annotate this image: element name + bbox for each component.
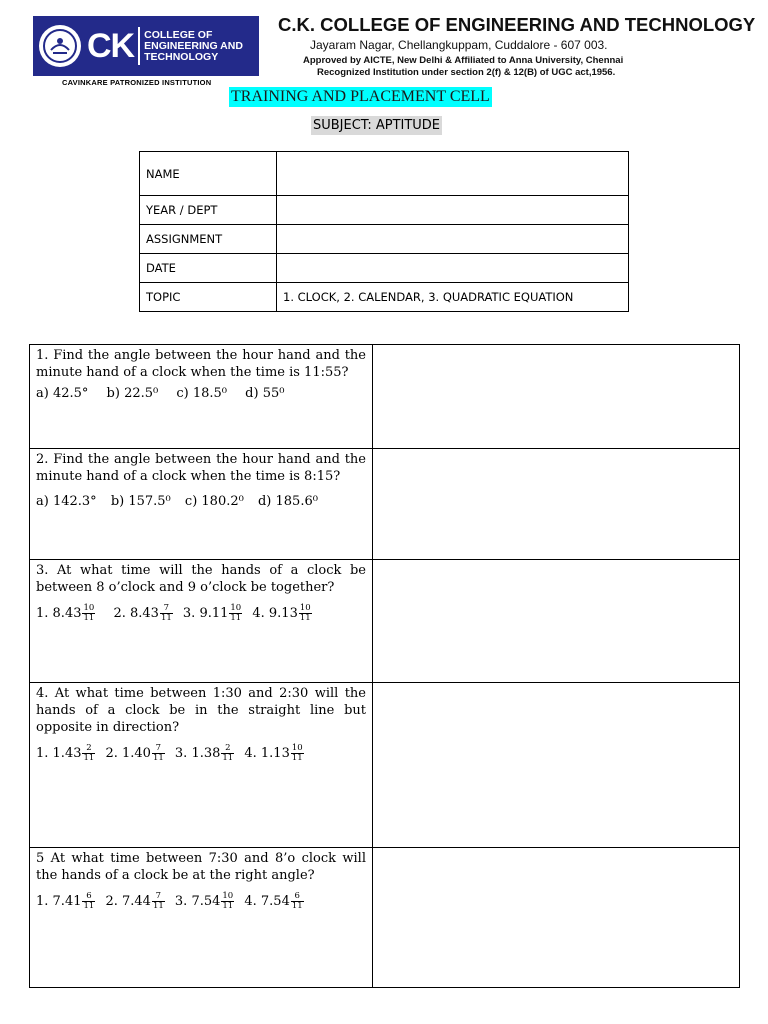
question-cell xyxy=(30,848,373,988)
info-label: YEAR / DEPT xyxy=(140,196,277,225)
option-fraction xyxy=(82,604,95,623)
fraction-denominator: 11 xyxy=(83,901,95,911)
logo-line: ENGINEERING AND xyxy=(144,39,243,52)
option: a) 42.5° xyxy=(36,386,89,401)
option: d) 55⁰ xyxy=(245,386,285,401)
info-row-topic xyxy=(140,283,629,312)
year-dept-field[interactable] xyxy=(277,196,629,225)
question-row xyxy=(30,345,740,449)
option-fraction xyxy=(82,744,95,763)
fraction-numerator: 10 xyxy=(230,603,242,613)
college-emblem-icon xyxy=(39,25,81,67)
info-row-name xyxy=(140,152,629,196)
fraction-numerator: 2 xyxy=(221,744,234,754)
topic-value: 1. CLOCK, 2. CALENDAR, 3. QUADRATIC EQUATION xyxy=(277,283,629,312)
options xyxy=(36,385,366,402)
answer-cell[interactable] xyxy=(373,560,740,683)
fraction-numerator: 10 xyxy=(83,603,95,613)
question-row xyxy=(30,683,740,848)
option: a) 142.3° xyxy=(36,494,97,509)
option-fraction xyxy=(291,744,304,763)
info-row-date xyxy=(140,254,629,283)
option-whole: 3. 9.11 xyxy=(182,606,229,621)
subject-title: SUBJECT: APTITUDE xyxy=(313,118,441,133)
question-text: 3. At what time will the hands of a clock be between 8 o’clock and 9 o’clock be together? xyxy=(36,563,366,595)
fraction-denominator: 11 xyxy=(230,613,242,623)
option-fraction xyxy=(221,744,234,763)
option-fraction xyxy=(152,744,165,763)
option xyxy=(36,891,95,911)
name-field[interactable] xyxy=(277,152,629,196)
question-row xyxy=(30,848,740,988)
fraction-denominator: 11 xyxy=(222,901,234,911)
cell-title: TRAINING AND PLACEMENT CELL xyxy=(231,88,490,105)
answer-cell[interactable] xyxy=(373,848,740,988)
patron-text: CAVINKARE PATRONIZED INSTITUTION xyxy=(62,78,212,87)
fraction-numerator: 2 xyxy=(82,744,95,754)
option xyxy=(182,603,242,623)
options xyxy=(36,604,366,623)
info-label: DATE xyxy=(140,254,277,283)
option xyxy=(174,891,234,911)
college-name: C.K. COLLEGE OF ENGINEERING AND TECHNOLOGY xyxy=(278,14,756,35)
option xyxy=(244,743,303,763)
option-whole: 1. 7.41 xyxy=(36,894,82,909)
options xyxy=(36,892,366,911)
fraction-numerator: 10 xyxy=(222,891,234,901)
student-info-table xyxy=(139,151,629,312)
option xyxy=(36,743,95,763)
fraction-denominator: 11 xyxy=(222,753,234,763)
question-cell xyxy=(30,683,373,848)
logo-line: COLLEGE OF xyxy=(144,28,213,41)
question-text: 2. Find the angle between the hour hand and the minute hand of a clock when the time is 8:15? xyxy=(36,452,366,484)
option-whole: 1. 8.43 xyxy=(36,606,82,621)
answer-cell[interactable] xyxy=(373,449,740,560)
option-whole: 4. 9.13 xyxy=(252,606,298,621)
fraction-numerator: 7 xyxy=(152,744,165,754)
option-whole: 2. 8.43 xyxy=(113,606,159,621)
recognition-text: Recognized Institution under section 2(f) & 12(B) of UGC act,1956. xyxy=(317,67,616,78)
info-label: NAME xyxy=(140,152,277,196)
question-cell xyxy=(30,345,373,449)
logo-line: TECHNOLOGY xyxy=(144,50,219,63)
fraction-denominator: 11 xyxy=(291,753,303,763)
options xyxy=(36,493,366,510)
assignment-field[interactable] xyxy=(277,225,629,254)
option-whole: 1. 1.43 xyxy=(36,746,82,761)
option-fraction xyxy=(299,604,312,623)
question-row xyxy=(30,560,740,683)
option xyxy=(252,603,311,623)
options xyxy=(36,744,366,763)
option xyxy=(174,743,234,763)
option-whole: 4. 7.54 xyxy=(244,894,290,909)
question-row xyxy=(30,449,740,560)
college-address: Jayaram Nagar, Chellangkuppam, Cuddalore - 607 003. xyxy=(310,38,608,52)
option xyxy=(105,891,164,911)
question-text: 4. At what time between 1:30 and 2:30 will the hands of a clock be in the straight line but opposite in direction? xyxy=(36,686,366,735)
fraction-numerator: 6 xyxy=(82,892,95,902)
option: b) 22.5⁰ xyxy=(106,386,159,401)
option xyxy=(36,603,95,623)
fraction-denominator: 11 xyxy=(291,901,303,911)
fraction-denominator: 11 xyxy=(299,613,311,623)
fraction-numerator: 7 xyxy=(160,604,173,614)
info-row-year-dept xyxy=(140,196,629,225)
approval-text: Approved by AICTE, New Delhi & Affiliated to Anna University, Chennai xyxy=(303,55,624,66)
option-fraction xyxy=(160,604,173,623)
date-field[interactable] xyxy=(277,254,629,283)
fraction-numerator: 10 xyxy=(291,743,303,753)
logo-divider xyxy=(138,27,140,65)
option xyxy=(113,603,172,623)
option-whole: 3. 1.38 xyxy=(174,746,221,761)
logo-text-lines xyxy=(144,30,243,63)
option-fraction xyxy=(229,604,242,623)
info-label: TOPIC xyxy=(140,283,277,312)
option-whole: 3. 7.54 xyxy=(174,894,221,909)
question-text: 1. Find the angle between the hour hand and the minute hand of a clock when the time is 11:55? xyxy=(36,348,366,380)
answer-cell[interactable] xyxy=(373,345,740,449)
option: c) 180.2⁰ xyxy=(184,494,244,509)
option: c) 18.5⁰ xyxy=(176,386,228,401)
option-fraction xyxy=(82,892,95,911)
fraction-denominator: 11 xyxy=(83,613,95,623)
option xyxy=(244,891,303,911)
option-fraction xyxy=(221,892,234,911)
fraction-denominator: 11 xyxy=(152,753,164,763)
option-fraction xyxy=(291,892,304,911)
questions-table xyxy=(29,344,740,988)
fraction-numerator: 10 xyxy=(299,603,311,613)
question-cell xyxy=(30,449,373,560)
option-whole: 2. 1.40 xyxy=(105,746,151,761)
option xyxy=(105,743,164,763)
fraction-denominator: 11 xyxy=(152,901,164,911)
fraction-denominator: 11 xyxy=(160,613,172,623)
college-logo xyxy=(33,16,259,76)
fraction-numerator: 7 xyxy=(152,892,165,902)
option-whole: 4. 1.13 xyxy=(244,746,290,761)
question-cell xyxy=(30,560,373,683)
option-fraction xyxy=(152,892,165,911)
info-label: ASSIGNMENT xyxy=(140,225,277,254)
fraction-denominator: 11 xyxy=(83,753,95,763)
answer-cell[interactable] xyxy=(373,683,740,848)
info-row-assignment xyxy=(140,225,629,254)
question-text: 5 At what time between 7:30 and 8’o clock will the hands of a clock be at the right angle? xyxy=(36,851,366,883)
logo-ck-text: CK xyxy=(87,26,135,65)
option-whole: 2. 7.44 xyxy=(105,894,151,909)
fraction-numerator: 6 xyxy=(291,892,304,902)
option: d) 185.6⁰ xyxy=(257,494,318,509)
option: b) 157.5⁰ xyxy=(110,494,171,509)
